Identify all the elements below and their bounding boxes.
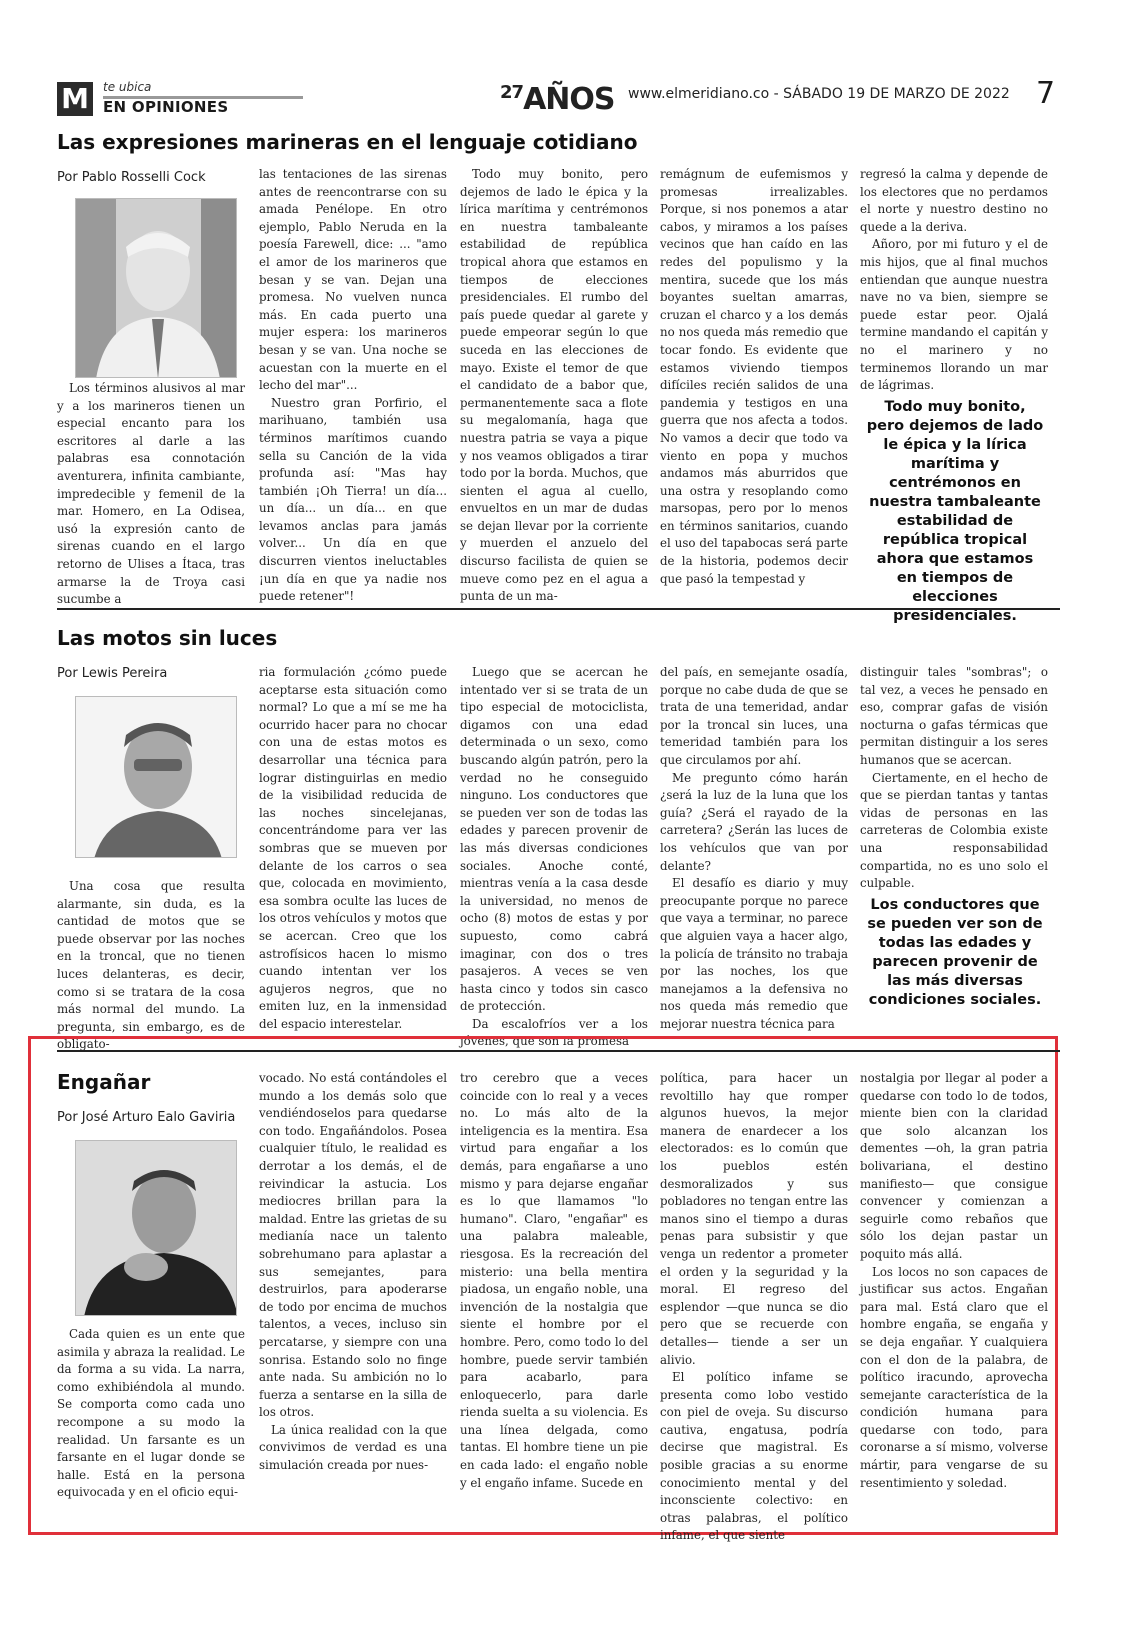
paragraph: Luego que se acercan he intentado ver si se trata de un tipo especial de motociclista, digamos con una edad determinada o un sexo, como buscando algún patrón, pero la verdad no he conseguido ninguno. Los conductores que se pueden ver son de todas las edades y parecen provenir de las más diversas condiciones sociales. Anoche conté, mientras venía a la casa desde la universidad, no menos de ocho (8) motos de estas y por supuesto, como cabrá imaginar, con dos o tres pasajeros. A veces se ven hasta cinco y todos sin casco de protección. [460,665,648,1014]
paragraph: política, para hacer un revoltillo hay que romper algunos huevos, la mejor manera de enardecer a los electorados: es lo común que los pueblos estén desmoralizados y sus pobladores no tengan entre las manos sino el tiempo a duras penas para subsistir y que venga un redentor a prometer el orden y la seguridad y la moral. El regreso del esplendor —que nunca se dio pero que se recuerde con detalles— tiende a ser un alivio. [660,1071,848,1367]
paragraph: Una cosa que resulta alarmante, sin duda, es la cantidad de motos que se puede observar por las noches en la troncal, que no tienen luces delanteras, es decir, como si se tratara de la cosa más normal del mundo. La pregunta, sin embargo, es de obligato- [57,879,245,1052]
brand-number: 27 [500,82,524,103]
article-column-3 [460,664,648,1051]
article-column-4 [660,166,848,588]
header-tagline: te ubica [103,80,152,94]
article-column-5 [860,1070,1048,1492]
author-photo [75,1140,237,1316]
article-column-3 [460,166,648,606]
article-title: Las expresiones marineras en el lenguaje cotidiano [57,130,638,154]
article-column-1 [57,878,245,1054]
article-separator [57,608,1060,610]
paragraph: Ciertamente, en el hecho de que se pierdan tantas y tantas vidas de personas en las carreteras de Colombia existe una responsabilidad compartida, no es uno solo el culpable. [860,770,1048,891]
article-expresiones-marineras [57,130,1060,624]
article-separator [57,1050,1060,1052]
article-column-1 [57,1326,245,1502]
article-column-4 [660,664,848,1033]
paragraph: Da escalofríos ver a los jóvenes, que son la promesa [460,1016,648,1049]
brand-word: AÑOS [523,82,615,117]
article-column-2 [259,664,447,1033]
paragraph: El desafío es diario y muy preocupante porque no parece que vaya a terminar, no parece que alguien vaya a hacer algo, la policía de tránsito no trabaja por las noches, los que manejamos a la defensiva no nos queda más remedio que mejorar nuestra técnica para [660,876,848,1031]
header-date-line: www.elmeridiano.co - SÁBADO 19 DE MARZO DE 2022 [628,86,1010,102]
author-photo [75,198,237,378]
article-byline: Por José Arturo Ealo Gaviria [57,1110,236,1125]
article-column-2 [259,1070,447,1475]
article-motos-sin-luces [57,626,1060,1052]
paragraph: Añoro, por mi futuro y el de mis hijos, que al final muchos entiendan que aunque nuestra nave no va bien, siempre se puede estar peor. Ojalá termine mandando el capitán y no el marinero y no terminemos llorando un mar de lágrimas. [860,237,1048,393]
paragraph: Cada quien es un ente que asimila y abraza la realidad. Le da forma a su vida. La narra, como exhibiéndola al mundo. Se comporta como cada uno recompone a su modo la realidad. Un farsante es un farsante en el lugar donde se halle. Está en la persona equivocada y en el oficio equi- [57,1327,245,1500]
article-title: Las motos sin luces [57,626,278,650]
article-column-5 [860,166,1048,395]
article-column-1 [57,380,245,609]
anniversary-brand [500,82,615,117]
paragraph: las tentaciones de las sirenas antes de reencontrarse con su amada Penélope. En otro ejemplo, Pablo Neruda en la poesía Farewell, dice: ... "amo el amor de los marineros que besan y se van. Dejan una promesa. No vuelven nunca más. En cada puerto una mujer espera: los marineros besan y se van. Una noche se acuestan con la muerte en el lecho del mar"... [259,167,447,393]
paragraph: distinguir tales "sombras"; o tal vez, a veces he pensado en eso, comprar gafas de visión nocturna o gafas térmicas que permitan distinguir a los seres humanos que se acercan. [860,665,1048,767]
article-column-5 [860,664,1048,893]
page-number: 7 [1036,76,1056,111]
author-photo [75,696,237,858]
paragraph: Me pregunto cómo harán ¿será la luz de la luna que los guía? ¿Será el rayado de la carretera? ¿Serán las luces de los vehículos que van por delante? [660,770,848,873]
paragraph: remágnum de eufemismos y promesas irrealizables. Porque, si nos ponemos a atar cabos, y miramos a los países vecinos que han caído en las redes del populismo y la mentira, sucede que los más boyantes sueltan amarras, cruzan el charco y a los demás no nos queda más remedio que tocar fondo. Es evidente que estamos viviendo tiempos difíciles recién salidos de una pandemia y testigos en una guerra que nos afecta a todos. No vamos a decir que todo va viento en popa y muchos andamos más aburridos que una ostra y resoplando como marsopas, pero por lo menos en términos sanitarios, cuando el uso del tapabocas será parte de la historia, podemos decir que pasó la tempestad y [660,167,848,586]
article-column-4 [660,1070,848,1545]
paragraph: Los términos alusivos al mar y a los marineros tienen un especial encanto para los escritores al darle a las palabras esa connotación aventurera, infinita cambiante, impredecible y femenil de la mar. Homero, en La Odisea, usó la expresión canto de sirenas cuando en el largo retorno de Ulises a Ítaca, tras armarse la de Troya casi sucumbe a [57,381,245,607]
pull-quote: Todo muy bonito, pero dejemos de lado le épica y la lírica marítima y centrémonos en nuestra tambaleante estabilidad de república tropical ahora que estamos en tiempos de elecciones presidenciales. [866,399,1044,624]
newspaper-logo: M [57,82,93,116]
paragraph: Nuestro gran Porfirio, el marihuano, también usa términos marítimos cuando sella su Canción de la vida profunda así: "Mas hay también ¡Oh Tierra! un día... un día... un día... en que levamos anclas para jamás volver... Un día en que discurren vientos ineluctables ¡un día en que ya nadie nos puede retener"! [259,395,447,604]
paragraph: La única realidad con la que convivimos de verdad es una simulación creada por nues- [259,1422,447,1473]
article-byline: Por Lewis Pereira [57,666,168,681]
paragraph: Todo muy bonito, pero dejemos de lado le épica y la lírica marítima y centrémonos en nuestra tambaleante estabilidad de república tropical ahora que estamos en tiempos de elecciones presidenciales. El rumbo del país puede quedar al garete y puede empeorar según lo que suceda en las elecciones de mayo. Existe el temor de que el candidato de a babor que, permanentemente saca a flote su megalomanía, haga que nuestra patria se vaya a pique y nos veamos obligados a tirar todo por la borda. Muchos, que sienten el agua al cuello, envueltos en un mar de dudas se dejan llevar por la corriente y muerden el anzuelo del discurso facilista de quien se mueve como pez en el agua a punta de un ma- [460,167,648,604]
article-enganar [57,1070,1060,1543]
article-byline: Por Pablo Rosselli Cock [57,170,206,185]
paragraph: Los locos no son capaces de justificar sus actos. Engañan para mal. Está claro que el hombre engaña, se engaña y se deja engañar. Y cualquiera con el don de la palabra, de político iracundo, aprovecha semejante característica de la condición humana para quedarse con todo, para coronarse a sí mismo, volverse mártir, para vengarse de su resentimiento y soledad. [860,1264,1048,1490]
paragraph: El político infame se presenta como lobo vestido con piel de oveja. Su discurso cautiva, engatusa, podría decirse que magistral. Es posible gracias a su enorme conocimiento mental y del inconsciente colectivo: en otras palabras, el político infame, el que siente [660,1370,848,1543]
article-title: Engañar [57,1070,151,1094]
paragraph: regresó la calma y depende de los electores que no perdamos el norte y nuestro destino no quede a la deriva. [860,167,1048,234]
article-column-3 [460,1070,648,1492]
pull-quote: Los conductores que se pueden ver son de todas las edades y parecen provenir de las más diversas condiciones sociales. [867,897,1043,1008]
paragraph: nostalgia por llegar al poder a quedarse con todo lo de todos, miente bien con la claridad que solo alcanzan los dementes —oh, la gran patria bolivariana, el destino manifiesto— que consigue convencer y comienzan a seguirle como rebaños que sólo los dejan pastar un poquito más allá. [860,1071,1048,1261]
section-title: EN OPINIONES [103,98,229,116]
paragraph: tro cerebro que a veces coincide con lo real y a veces no. Lo más alto de la inteligencia es la mentira. Esa virtud para engañar a los demás, para engañarse a uno mismo y para dejarse engañar es lo que llamamos "lo humano". Claro, "engañar" es una palabra maleable, riesgosa. Es la recreación del misterio: una bella mentira piadosa, un engaño noble, una invención de la nostalgia que siente el hombre por el hombre. Pero, como todo lo del hombre, puede servir también para acabarlo, para enloquecerlo, para darle rienda suelta a su violencia. Es una línea delgada, como tantas. El hombre tiene un pie en cada lado: el engaño noble y el engaño infame. Sucede en [460,1071,648,1490]
paragraph: ria formulación ¿cómo puede aceptarse esta situación como normal? Lo que a mí se me ha ocurrido hacer para no chocar con una de estas motos es desarrollar una técnica para lograr distinguirlas en medio de la visibilidad reducida de las noches sincelejanas, concentrándome para ver las sombras que se mueven por delante de los carros o sea que, colocada en movimiento, esa sombra oculte las luces de los otros vehículos y motos que se acercan. Creo que los astrofísicos hacen lo mismo cuando intentan ver los agujeros negros, que no emiten luz, en la inmensidad del espacio interestelar. [259,665,447,1031]
paragraph: vocado. No está contándoles el mundo a los demás solo que vendiéndoselos para quedarse con todo. Engañándolos. Posea cualquier título, le realidad es derrotar a los demás, el de reivindicar la astucia. Los mediocres brillan para la maldad. Entre las grietas de su medianía nace un talento sobrehumano para aplastar a sus semejantes, para destruirlos, para apoderarse de todo por encima de muchos talentos, a veces, incluso sin percatarse, y siempre con una sonrisa. Estando solo no finge ante nada. Su ambición no lo fuerza a sentarse en la silla de los otros. [259,1071,447,1420]
article-column-2 [259,166,447,606]
paragraph: del país, en semejante osadía, porque no cabe duda de que se trata de una temeridad, andar por la troncal sin luces, una temeridad también para los que circulamos por ahí. [660,665,848,767]
